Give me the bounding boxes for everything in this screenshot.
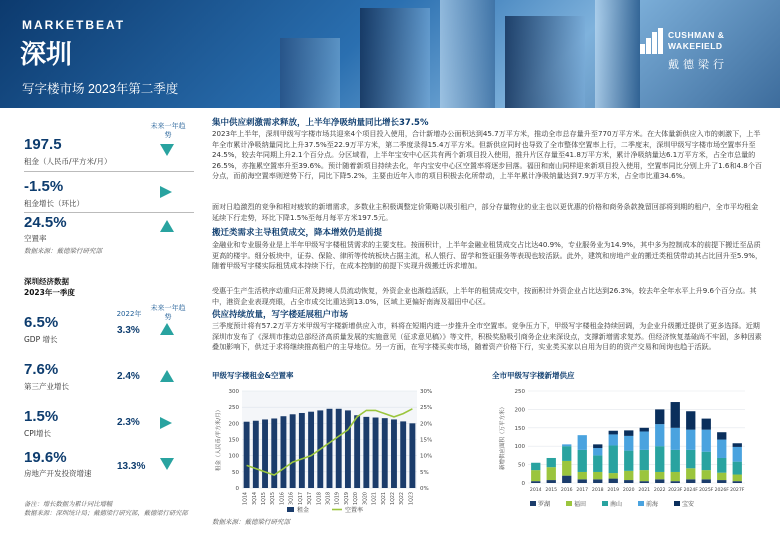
bar-segment-宝安 [686,411,695,429]
prev-year-header: 2022年 [116,310,142,318]
paragraph: 2023年上半年，深圳甲级写字楼市场共迎来4个项目投入使用，合计新增办公面积达到45.7万平方米，推动全市总存量升至770万平方米。在大体量新供应入市的刺激下，上半年全市累计净吸纳量同比上升37.5%至22.9万平方米，第二季度录得15.4万平方米。但新供应同时也导致了全市整体空置率上行，二季度末，深圳甲级写字楼市场空置率升至24.5%，较去年同期上升2.1个百分点。分区域看，上半年宝安中心区共有两个新项目投入使用，推升片区存量至41.8万平方米，累计净吸纳量达6.1万平方米，占全市总量的26.5%，亦拖累空置率升至39.6%。预计随着新项目持续去化，年内宝安中心区空置率将逐步回落。福田和南山同样迎来新项目投入使用，空置率同比分别上升了1.6和4.8个百分点，而前海空置率则逆势下行，同比下降5.2%，主要由近年入市的项目积极去化所带动，上半年累计净吸纳量达到7.9万平方米，占全市比重34.6%。 [212,129,763,181]
page-source: 数据来源：戴德梁行研究部 [212,518,290,526]
x-tick-label: 2022 [653,488,666,493]
x-tick-label: 1Q15 [262,492,268,505]
bar-segment-前海 [671,428,680,450]
chart-new-supply [490,383,752,515]
x-tick-label: 3Q16 [289,492,295,505]
bar-rent [281,416,287,488]
x-tick-label: 2027F [730,488,745,493]
x-tick-label: 2017 [576,488,589,493]
legend-label: 罗湖 [538,501,551,508]
bar-segment-福田 [578,472,587,479]
tertiary-label: 第三产业增长 [24,382,69,391]
kpi-rent-value: 197.5 [24,136,62,153]
y-tick-label: 200 [514,407,525,414]
bar-segment-宝安 [655,409,664,424]
bar-rent [244,422,250,488]
paragraph: 三季度预计将有57.2万平方米甲级写字楼新增供应入市，料将在短期内进一步推升全市空置率。竞争压力下，甲级写字楼租金持续回调，为企业升级搬迁提供了更多选择。近期深圳市发布了《深圳市推动总部经济高质量发展的实施意见（征求意见稿）》等文件，积极奖励吸引商务企业来深设点，支撑新增需求复苏。但经济恢复基础尚不牢固，多种因素叠加影响下，供过于求将继续推高租户的主导地位。另一方面，在写字楼买卖市场，随着资产价格下行，实业类买家以自用为目的的资产交易和间询也趋于活跃。 [212,321,762,352]
divider [24,212,194,213]
legend-label-vacancy: 空置率 [345,507,364,514]
y2-tick-label: 30% [420,389,433,395]
bar-segment-福田 [562,461,571,476]
x-tick-label: 1Q22 [390,492,396,505]
y-axis-label: 新增供应面积（万平方米） [500,403,506,471]
bar-segment-宝安 [733,443,742,447]
x-tick-label: 3Q22 [400,492,406,505]
x-tick-label: 2019 [607,488,620,493]
gdp-value: 6.5% [24,314,59,331]
building-image [505,16,585,108]
bar-segment-前海 [686,430,695,450]
y-tick-label: 150 [228,437,239,444]
cpi-label: CPI增长 [24,429,51,438]
x-tick-label: 1Q14 [243,492,249,505]
bar-segment-前海 [593,448,602,455]
bar-segment-前海 [717,440,726,458]
bar-segment-南山 [531,463,540,470]
y-tick-label: 100 [514,444,525,451]
x-tick-label: 2025F [699,488,714,493]
x-tick-label: 1Q23 [409,492,415,505]
econ-trend-header: 未来一年趋势 [150,304,186,321]
bar-rent [373,418,379,488]
kpi-rent-growth-value: -1.5% [24,178,64,195]
x-tick-label: 2018 [591,488,604,493]
kpi-rent-label: 租金（人民币/平方米/月） [24,157,112,166]
bar-segment-前海 [624,436,633,451]
bar-segment-福田 [624,471,633,480]
bar-segment-罗湖 [686,479,695,483]
bar-segment-罗湖 [531,481,540,483]
realestate-value: 19.6% [24,449,67,466]
bar-segment-前海 [640,431,649,449]
sidebar-note: 备注：增长数据为累计同比增幅 数据来源：深圳统计局；戴德梁行研究部，戴德梁行研究部 [24,501,188,517]
chart-rent-vacancy [212,383,442,515]
bar-segment-福田 [609,473,618,479]
x-tick-label: 1Q20 [354,492,360,505]
bar-rent [400,421,406,488]
x-tick-label: 2014 [529,488,542,493]
legend-swatch [674,501,680,506]
realestate-label: 房地产开发投资增速 [24,469,92,478]
bar-segment-南山 [702,452,711,470]
realestate-prev: 13.3% [117,461,146,472]
bar-segment-南山 [655,446,664,472]
bar-segment-宝安 [717,432,726,439]
bar-segment-罗湖 [733,481,742,483]
kpi-vacancy-label: 空置率 [24,234,47,243]
y-tick-label: 200 [228,421,239,428]
bar-segment-罗湖 [593,479,602,483]
bar-segment-罗湖 [640,481,649,483]
bar-segment-罗湖 [624,480,633,483]
x-tick-label: 3Q14 [252,492,258,505]
bar-rent [354,415,360,488]
y2-tick-label: 15% [420,437,433,444]
building-image [360,8,430,108]
bar-segment-前海 [578,435,587,450]
y2-tick-label: 0% [420,486,429,492]
bar-segment-福田 [686,468,695,479]
supply-chart-svg [490,383,752,515]
y-tick-label: 50 [518,462,525,469]
bar-segment-罗湖 [717,480,726,483]
legend-swatch [566,501,572,506]
paragraph: 受惠于生产生活秩序动重归正常及跨境人员流动恢复，外资企业也渐趋活跃，上半年的租赁成交中，按面积计外资企业占比达到26.3%，较去年全年水平上升9.6个百分点。其中，港资企业表现亮眼，占全市成交比重达到13.0%，区域上更偏好南海及福田中心区。 [212,286,757,306]
divider [24,171,194,172]
y-tick-label: 50 [232,469,239,476]
legend-label: 南山 [610,501,623,508]
building-image [280,38,340,108]
y-tick-label: 250 [514,389,525,395]
bar-segment-南山 [640,450,649,470]
bar-segment-南山 [609,445,618,473]
legend-swatch [530,501,536,506]
bar-segment-福田 [531,470,540,481]
x-tick-label: 2015 [545,488,558,493]
sidebar-kpis [0,108,205,540]
bar-segment-福田 [547,467,556,480]
y-tick-label: 0 [521,481,525,487]
cpi-value: 1.5% [24,408,59,425]
bar-segment-福田 [717,473,726,480]
y-tick-label: 250 [228,405,239,412]
bar-segment-宝安 [609,431,618,435]
bar-segment-福田 [593,472,602,479]
legend-label: 宝安 [682,501,695,508]
bar-rent [262,419,268,488]
paragraph: 面对日趋激烈的竞争和相对疲软的新增需求，多数业主积极调整定价策略以吸引租户，部分存量物业的业主也以更优惠的价格和商务条款挽留回部将到期的租户，全市平均租金延续下行走势，环比下降1.5%至每月每平方米197.5元。 [212,202,759,222]
y2-tick-label: 20% [420,421,433,428]
bar-segment-福田 [640,470,649,481]
y2-tick-label: 5% [420,469,429,476]
trend-down-icon [160,458,174,470]
trend-column-header: 未来一年趋势 [150,122,186,139]
chart-title-rent-vacancy: 甲级写字楼租金&空置率 [212,371,294,380]
trend-flat-icon [160,186,172,198]
bar-segment-福田 [733,475,742,482]
bar-segment-罗湖 [609,479,618,483]
bar-segment-前海 [733,447,742,462]
x-tick-label: 2024F [683,488,698,493]
bar-segment-宝安 [702,419,711,430]
bar-segment-罗湖 [655,479,664,483]
cpi-prev: 2.3% [117,417,140,428]
y-tick-label: 100 [228,453,239,460]
logo-chinese: 戴德梁行 [668,59,728,71]
bar-segment-南山 [578,450,587,472]
bar-segment-宝安 [671,402,680,428]
bar-rent [271,418,277,488]
x-tick-label: 3Q15 [271,492,277,505]
x-tick-label: 1Q21 [372,492,378,505]
bar-segment-宝安 [640,428,649,432]
city-title: 深圳 [20,39,73,69]
bar-segment-罗湖 [578,479,587,483]
bar-segment-前海 [702,430,711,452]
tertiary-prev: 2.4% [117,371,140,382]
kpi-vacancy-value: 24.5% [24,214,67,231]
x-tick-label: 3Q20 [363,492,369,505]
marketbeat-label: MARKETBEAT [22,18,126,32]
bar-rent [290,414,296,488]
legend-label: 福田 [574,501,587,508]
x-tick-label: 1Q18 [317,492,323,505]
bar-rent [382,418,388,488]
x-tick-label: 2016 [560,488,573,493]
x-tick-label: 3Q19 [344,492,350,505]
bar-segment-南山 [593,455,602,472]
legend-swatch [638,501,644,506]
x-tick-label: 3Q21 [381,492,387,505]
tertiary-value: 7.6% [24,361,59,378]
bar-segment-前海 [562,444,571,446]
bar-rent [253,421,259,488]
bar-segment-前海 [609,434,618,445]
legend-label-rent: 租金 [297,507,310,514]
bar-rent [409,423,415,488]
bar-rent [363,417,369,488]
report-subtitle: 写字楼市场 2023年第二季度 [22,82,179,96]
y-tick-label: 150 [514,425,525,432]
building-image [440,0,495,108]
x-tick-label: 1Q19 [335,492,341,505]
x-tick-label: 3Q17 [308,492,314,505]
rent-vacancy-chart-svg [212,383,442,515]
paragraph: 金融业和专业服务业是上半年甲级写字楼租赁需求的主要支柱。按面积计，上半年金融业租赁成交占比达40.9%，专业服务业为14.9%，其中多为控制成本的前提下搬迁至品质更高的楼宇。细分板块中，证券、保险、律所等传统板块占据主流，私人银行、留学和签证服务等表现也较活跃。此外，建筑和房地产业的搬迁类租赁带动其占比回升至5.9%，随着甲级写字楼实际租赁成本持续下行，在成本控制的前提下实现升级搬迁诉求增加。 [212,240,763,271]
x-tick-label: 1Q17 [298,492,304,505]
legend-swatch-rent [287,507,294,512]
bar-rent [327,409,333,488]
trend-up-icon [160,323,174,335]
bar-segment-南山 [717,458,726,473]
bar-segment-宝安 [624,430,633,436]
bar-segment-南山 [686,450,695,468]
bar-segment-福田 [655,472,664,479]
bar-segment-福田 [671,472,680,481]
bar-rent [308,412,314,488]
y-axis-label: 租金（人民币/平方米/月） [216,406,222,472]
gdp-prev: 3.3% [117,325,140,336]
cushman-wakefield-logo [632,22,762,74]
bar-rent [336,409,342,488]
section-title: 集中供应刺激需求释放，上半年净吸纳量同比增长37.5% [212,118,429,128]
bar-segment-前海 [655,424,664,446]
bar-segment-罗湖 [702,479,711,483]
y2-tick-label: 25% [420,405,433,412]
section-title: 搬迁类需求主导租赁成交，降本增效仍是前提 [212,228,383,238]
x-tick-label: 2020 [622,488,635,493]
report-header [0,0,780,108]
x-tick-label: 1Q16 [280,492,286,505]
trend-flat-icon [160,417,172,429]
bar-segment-南山 [547,458,556,467]
legend-swatch [602,501,608,506]
x-tick-label: 3Q18 [326,492,332,505]
bar-segment-南山 [624,451,633,471]
bar-segment-宝安 [593,444,602,448]
y-tick-label: 0 [235,486,239,492]
trend-up-icon [160,370,174,382]
bar-segment-罗湖 [547,480,556,483]
bar-rent [345,410,351,488]
econ-section-title: 深圳经济数据 2023年一季度 [24,277,75,297]
x-tick-label: 2021 [638,488,651,493]
y-tick-label: 300 [228,389,239,395]
trend-down-icon [160,144,174,156]
y2-tick-label: 10% [420,453,433,460]
bar-segment-罗湖 [562,476,571,483]
sidebar-source: 数据来源：戴德梁行研究部 [24,247,102,255]
logo-mark-icon [640,28,662,54]
bar-segment-福田 [702,470,711,479]
bar-rent [299,413,305,488]
legend-label: 前海 [646,501,659,508]
bar-segment-南山 [733,462,742,475]
bar-segment-南山 [671,450,680,472]
trend-up-icon [160,220,174,232]
chart-title-supply: 全市甲级写字楼新增供应 [492,371,575,380]
kpi-rent-growth-label: 租金增长（环比） [24,199,84,208]
x-tick-label: 2023F [668,488,683,493]
gdp-label: GDP 增长 [24,335,58,344]
logo-wordmark: CUSHMAN & WAKEFIELD [668,30,725,51]
section-title: 供应持续放量，写字楼延展租户市场 [212,310,349,320]
bar-rent [391,419,397,488]
bar-segment-南山 [562,446,571,461]
x-tick-label: 2026F [714,488,729,493]
bar-segment-罗湖 [671,481,680,483]
